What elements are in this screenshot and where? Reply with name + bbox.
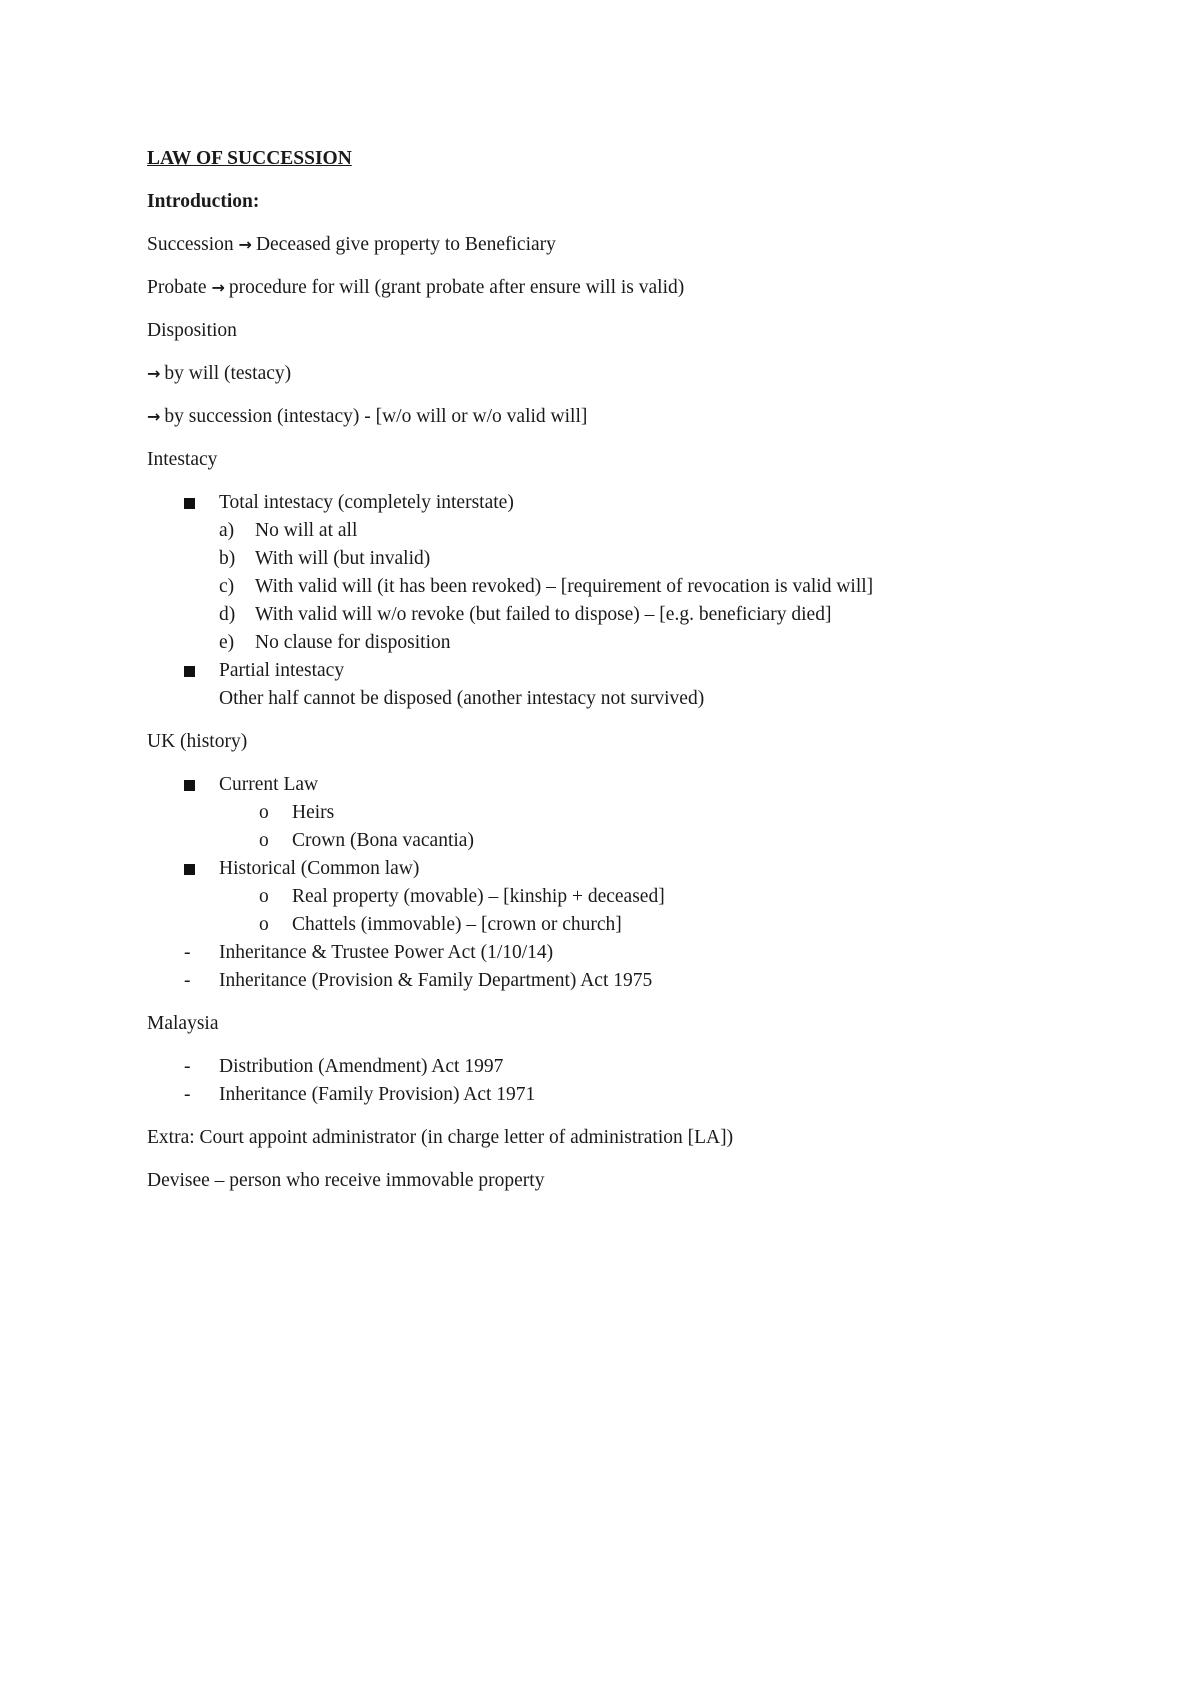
item-text: Chattels (immovable) – [crown or church] — [292, 914, 622, 935]
item-letter: b) — [219, 548, 236, 569]
list-item — [147, 967, 1107, 995]
item-letter: a) — [219, 520, 235, 541]
list-item — [147, 657, 1107, 685]
act-text: Distribution (Amendment) Act 1997 — [219, 1056, 504, 1077]
square-bullet-icon — [184, 498, 195, 509]
malaysia-heading: Malaysia — [147, 1013, 219, 1034]
disposition-item-text: by will (testacy) — [164, 363, 292, 384]
list-item — [147, 573, 1107, 601]
document-page — [147, 145, 1107, 1210]
list-item — [147, 827, 1107, 855]
item-letter: c) — [219, 576, 235, 597]
circle-bullet-icon: o — [259, 886, 269, 907]
list-item — [147, 489, 1107, 517]
list-item — [147, 855, 1107, 883]
total-intestacy-label: Total intestacy (completely interstate) — [219, 492, 514, 513]
malaysia-list — [147, 1053, 1107, 1109]
disposition-heading: Disposition — [147, 320, 237, 341]
partial-intestacy-label: Partial intestacy — [219, 660, 345, 681]
list-item — [147, 1053, 1107, 1081]
circle-bullet-icon: o — [259, 914, 269, 935]
document-title: LAW OF SUCCESSION — [147, 148, 352, 169]
extra-note: Extra: Court appoint administrator (in charge letter of administration [LA]) — [147, 1127, 734, 1148]
right-arrow-icon: → — [147, 364, 161, 383]
intro-heading: Introduction: — [147, 191, 260, 212]
disposition-item — [147, 360, 1107, 388]
item-letter: e) — [219, 632, 235, 653]
uk-list — [147, 771, 1107, 995]
square-bullet-icon — [184, 864, 195, 875]
list-item — [147, 685, 1107, 713]
devisee-definition: Devisee – person who receive immovable property — [147, 1170, 545, 1191]
list-item — [147, 939, 1107, 967]
square-bullet-icon — [184, 780, 195, 791]
item-text: With will (but invalid) — [255, 548, 431, 569]
item-text: With valid will (it has been revoked) – [requirement of revocation is valid will] — [255, 576, 874, 597]
list-item — [147, 517, 1107, 545]
item-text: Heirs — [292, 802, 335, 823]
right-arrow-icon: → — [238, 235, 252, 254]
circle-bullet-icon: o — [259, 830, 269, 851]
square-bullet-icon — [184, 666, 195, 677]
list-item — [147, 629, 1107, 657]
disposition-item-text: by succession (intestacy) - [w/o will or w/o valid will] — [164, 406, 588, 427]
right-arrow-icon: → — [211, 278, 225, 297]
list-item — [147, 799, 1107, 827]
probate-term: Probate — [147, 277, 207, 298]
partial-intestacy-note: Other half cannot be disposed (another intestacy not survived) — [219, 688, 705, 709]
succession-term: Succession — [147, 234, 234, 255]
dash-bullet-icon: - — [184, 1056, 191, 1077]
list-item — [147, 601, 1107, 629]
probate-line — [147, 274, 1107, 302]
circle-bullet-icon: o — [259, 802, 269, 823]
historical-label: Historical (Common law) — [219, 858, 420, 879]
item-letter: d) — [219, 604, 236, 625]
item-text: With valid will w/o revoke (but failed to dispose) – [e.g. beneficiary died] — [255, 604, 832, 625]
item-text: Crown (Bona vacantia) — [292, 830, 474, 851]
list-item — [147, 911, 1107, 939]
disposition-item — [147, 403, 1107, 431]
item-text: Real property (movable) – [kinship + deceased] — [292, 886, 665, 907]
dash-bullet-icon: - — [184, 942, 191, 963]
act-text: Inheritance & Trustee Power Act (1/10/14) — [219, 942, 554, 963]
list-item — [147, 1081, 1107, 1109]
list-item — [147, 883, 1107, 911]
dash-bullet-icon: - — [184, 1084, 191, 1105]
current-law-label: Current Law — [219, 774, 319, 795]
intestacy-list — [147, 489, 1107, 713]
right-arrow-icon: → — [147, 407, 161, 426]
probate-text: procedure for will (grant probate after ensure will is valid) — [228, 277, 685, 298]
act-text: Inheritance (Provision & Family Department) Act 1975 — [219, 970, 653, 991]
item-text: No will at all — [255, 520, 358, 541]
succession-text: Deceased give property to Beneficiary — [255, 234, 556, 255]
list-item — [147, 771, 1107, 799]
uk-heading: UK (history) — [147, 731, 248, 752]
item-text: No clause for disposition — [255, 632, 451, 653]
succession-line — [147, 231, 1107, 259]
dash-bullet-icon: - — [184, 970, 191, 991]
list-item — [147, 545, 1107, 573]
act-text: Inheritance (Family Provision) Act 1971 — [219, 1084, 536, 1105]
intestacy-heading: Intestacy — [147, 449, 218, 470]
